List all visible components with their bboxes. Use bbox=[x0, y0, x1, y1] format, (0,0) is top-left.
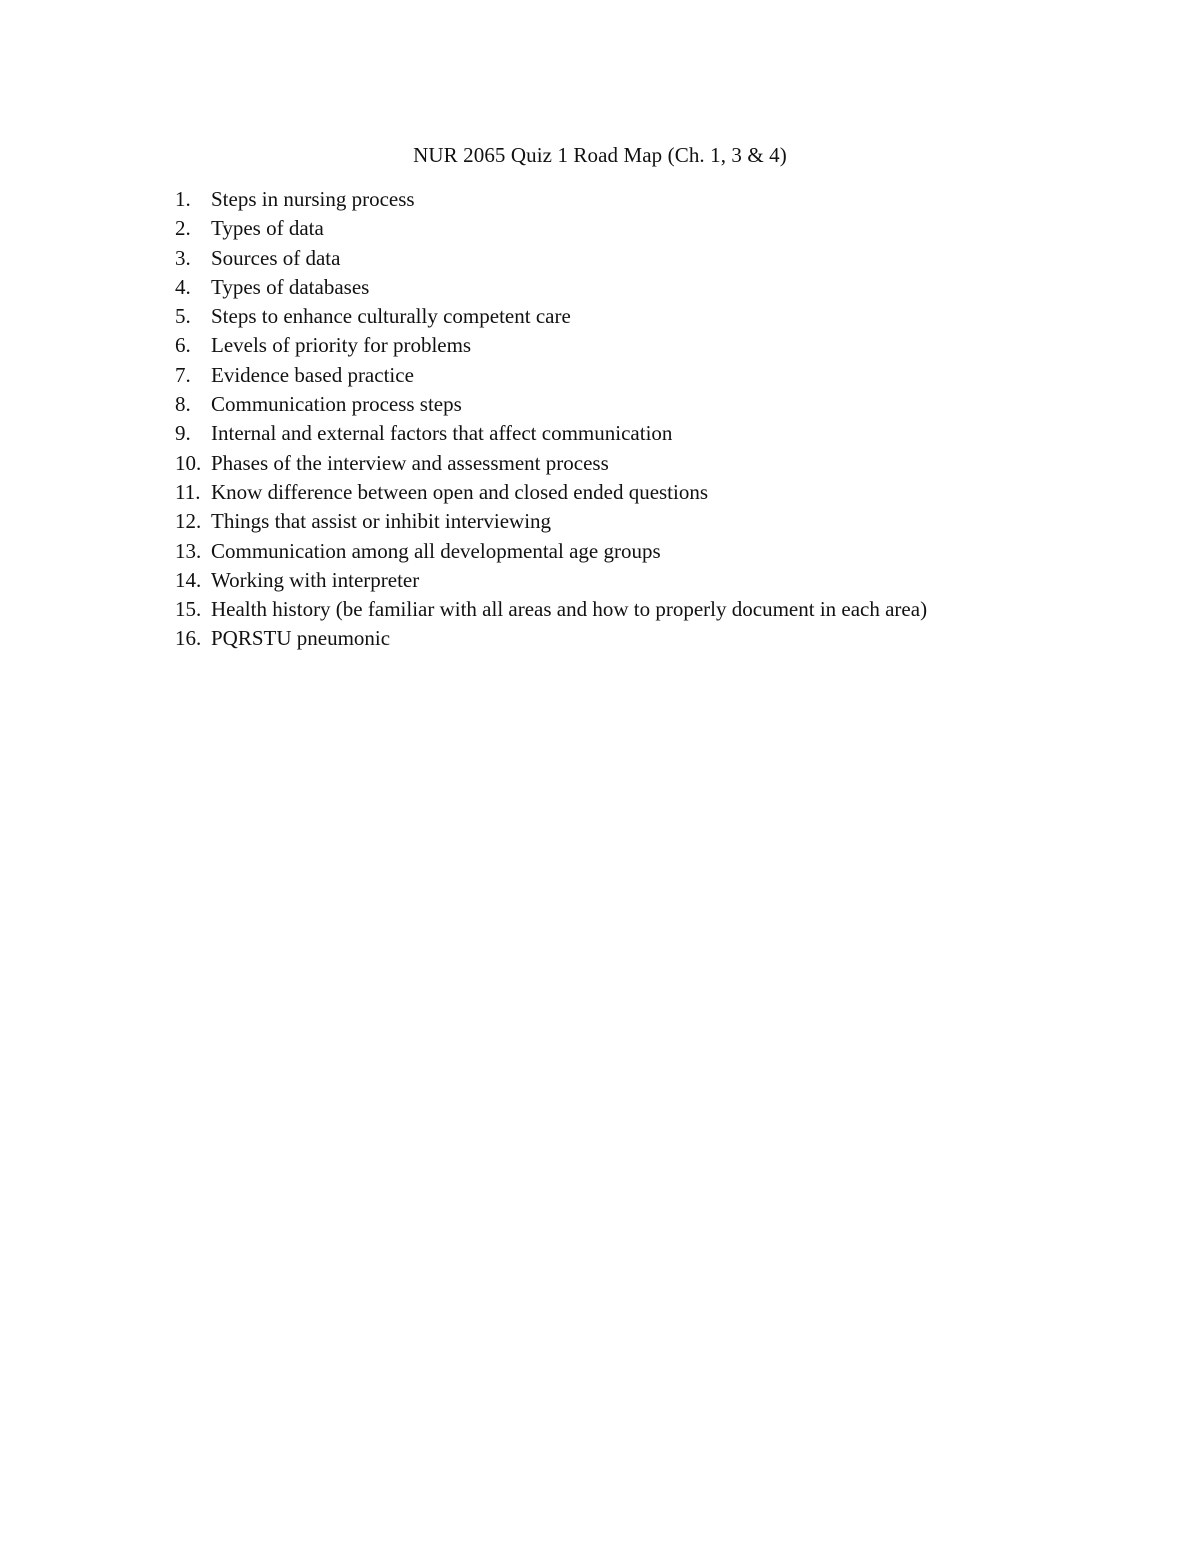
item-text: Things that assist or inhibit interviewing bbox=[211, 509, 552, 534]
list-item bbox=[175, 595, 927, 624]
list-item bbox=[175, 361, 927, 390]
item-number: 1. bbox=[175, 187, 191, 211]
item-text: Know difference between open and closed ended questions bbox=[211, 479, 709, 504]
item-number: 14. bbox=[175, 567, 202, 592]
item-text: Levels of priority for problems bbox=[211, 333, 472, 358]
list-item bbox=[175, 244, 927, 273]
item-number: 11. bbox=[175, 479, 201, 504]
item-number: 4. bbox=[175, 274, 191, 299]
list-item bbox=[175, 214, 927, 243]
list-item bbox=[175, 273, 927, 302]
item-text: Health history (be familiar with all areas and how to properly document in each area) bbox=[211, 597, 928, 622]
item-number: 5. bbox=[175, 304, 191, 329]
road-map-list bbox=[175, 185, 927, 654]
item-text: Sources of data bbox=[211, 245, 341, 270]
item-text: Phases of the interview and assessment process bbox=[211, 450, 609, 475]
item-text: Internal and external factors that affect communication bbox=[211, 421, 673, 446]
item-text: Steps in nursing process bbox=[211, 187, 415, 211]
list-item bbox=[175, 390, 927, 419]
item-number: 12. bbox=[175, 509, 202, 534]
item-number: 9. bbox=[175, 421, 191, 446]
list-item bbox=[175, 507, 927, 536]
item-text: Types of databases bbox=[211, 274, 370, 299]
item-number: 6. bbox=[175, 333, 191, 358]
item-number: 16. bbox=[175, 626, 202, 651]
item-number: 2. bbox=[175, 216, 191, 241]
item-text: Communication process steps bbox=[211, 392, 462, 417]
item-text: Working with interpreter bbox=[211, 567, 420, 592]
list-item bbox=[175, 302, 927, 331]
list-item bbox=[175, 537, 927, 566]
item-number: 10. bbox=[175, 450, 202, 475]
item-text: Types of data bbox=[211, 216, 324, 241]
item-text: Evidence based practice bbox=[211, 362, 414, 387]
item-number: 8. bbox=[175, 392, 191, 417]
page-title: NUR 2065 Quiz 1 Road Map (Ch. 1, 3 & 4) bbox=[413, 143, 787, 167]
item-text: Communication among all developmental age groups bbox=[211, 538, 661, 563]
list-item bbox=[175, 566, 927, 595]
item-number: 13. bbox=[175, 538, 202, 563]
list-item bbox=[175, 478, 927, 507]
list-item bbox=[175, 419, 927, 448]
item-number: 15. bbox=[175, 597, 202, 622]
item-number: 3. bbox=[175, 245, 191, 270]
item-text: PQRSTU pneumonic bbox=[211, 626, 391, 651]
list-item bbox=[175, 449, 927, 478]
item-number: 7. bbox=[175, 362, 191, 387]
list-item bbox=[175, 624, 927, 653]
list-item bbox=[175, 331, 927, 360]
list-item bbox=[175, 185, 927, 214]
item-text: Steps to enhance culturally competent care bbox=[211, 304, 571, 329]
